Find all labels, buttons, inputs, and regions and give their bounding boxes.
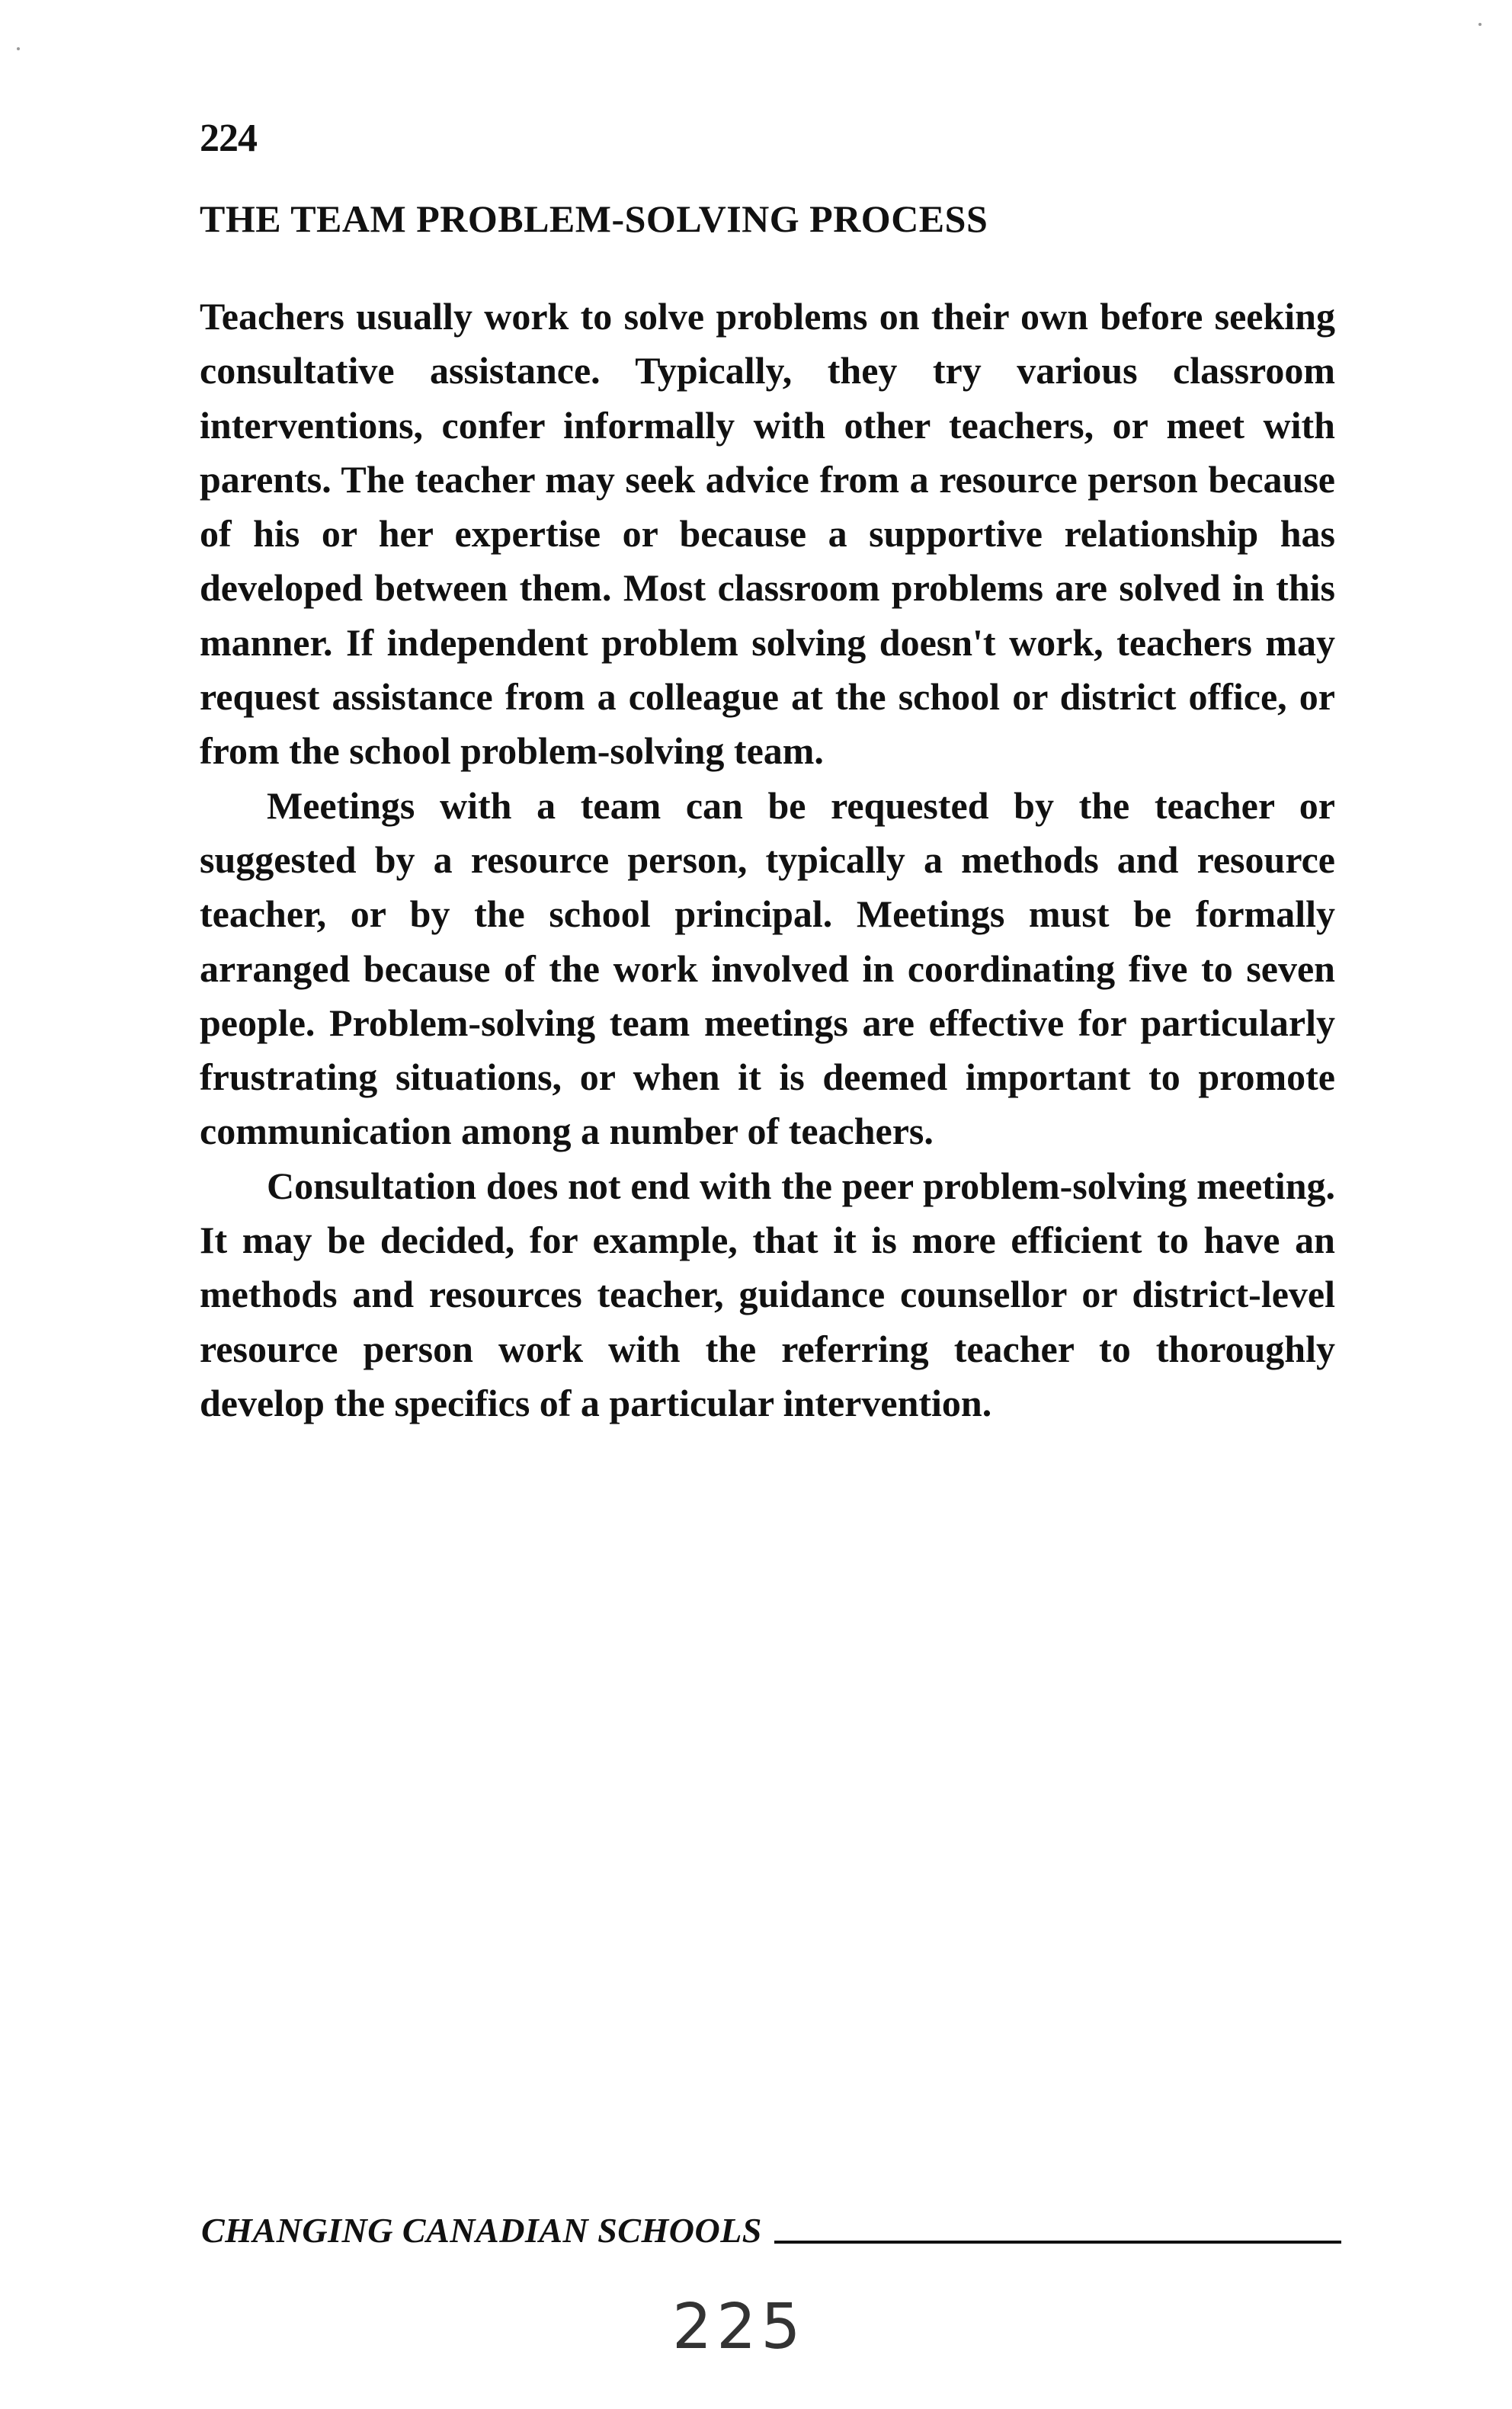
body-text [200, 290, 1335, 1430]
section-title: THE TEAM PROBLEM-SOLVING PROCESS [200, 197, 988, 240]
stamped-page-number: 225 [672, 2291, 806, 2363]
paragraph-1: Teachers usually work to solve problems on their own before seeking consultative assistance. Typically, they try various classroom interventions, confer informally with other teachers, or meet with parents. The teacher may seek advice from a resource person because of his or her expertise or because a supportive relationship has developed between them. Most classroom problems are solved in this manner. If independent problem solving doesn't work, teachers may request assistance from a colleague at the school or district office, or from the school problem-solving team. [200, 295, 1335, 773]
scan-speck [1478, 23, 1482, 26]
page-footer [201, 2210, 1344, 2256]
paragraph-3: Consultation does not end with the peer problem-solving meeting. It may be decided, for example, that it is more efficient to have an methods and resources teacher, guidance counsellor or district-level resource person work with the referring teacher to thoroughly develop the specifics of a particular intervention. [200, 1164, 1335, 1424]
page-number: 224 [200, 117, 257, 160]
footer-rule [774, 2241, 1341, 2244]
paragraph-2: Meetings with a team can be requested by the teacher or suggested by a resource person, typically a methods and resource teacher, or by the school principal. Meetings must be formally arranged because of the work involved in coordinating five to seven people. Problem-solving team meetings are effective for particularly frustrating situations, or when it is deemed important to promote communication among a number of teachers. [200, 783, 1335, 1153]
scan-speck [17, 47, 20, 50]
footer-book-title: CHANGING CANADIAN SCHOOLS [201, 2211, 762, 2250]
